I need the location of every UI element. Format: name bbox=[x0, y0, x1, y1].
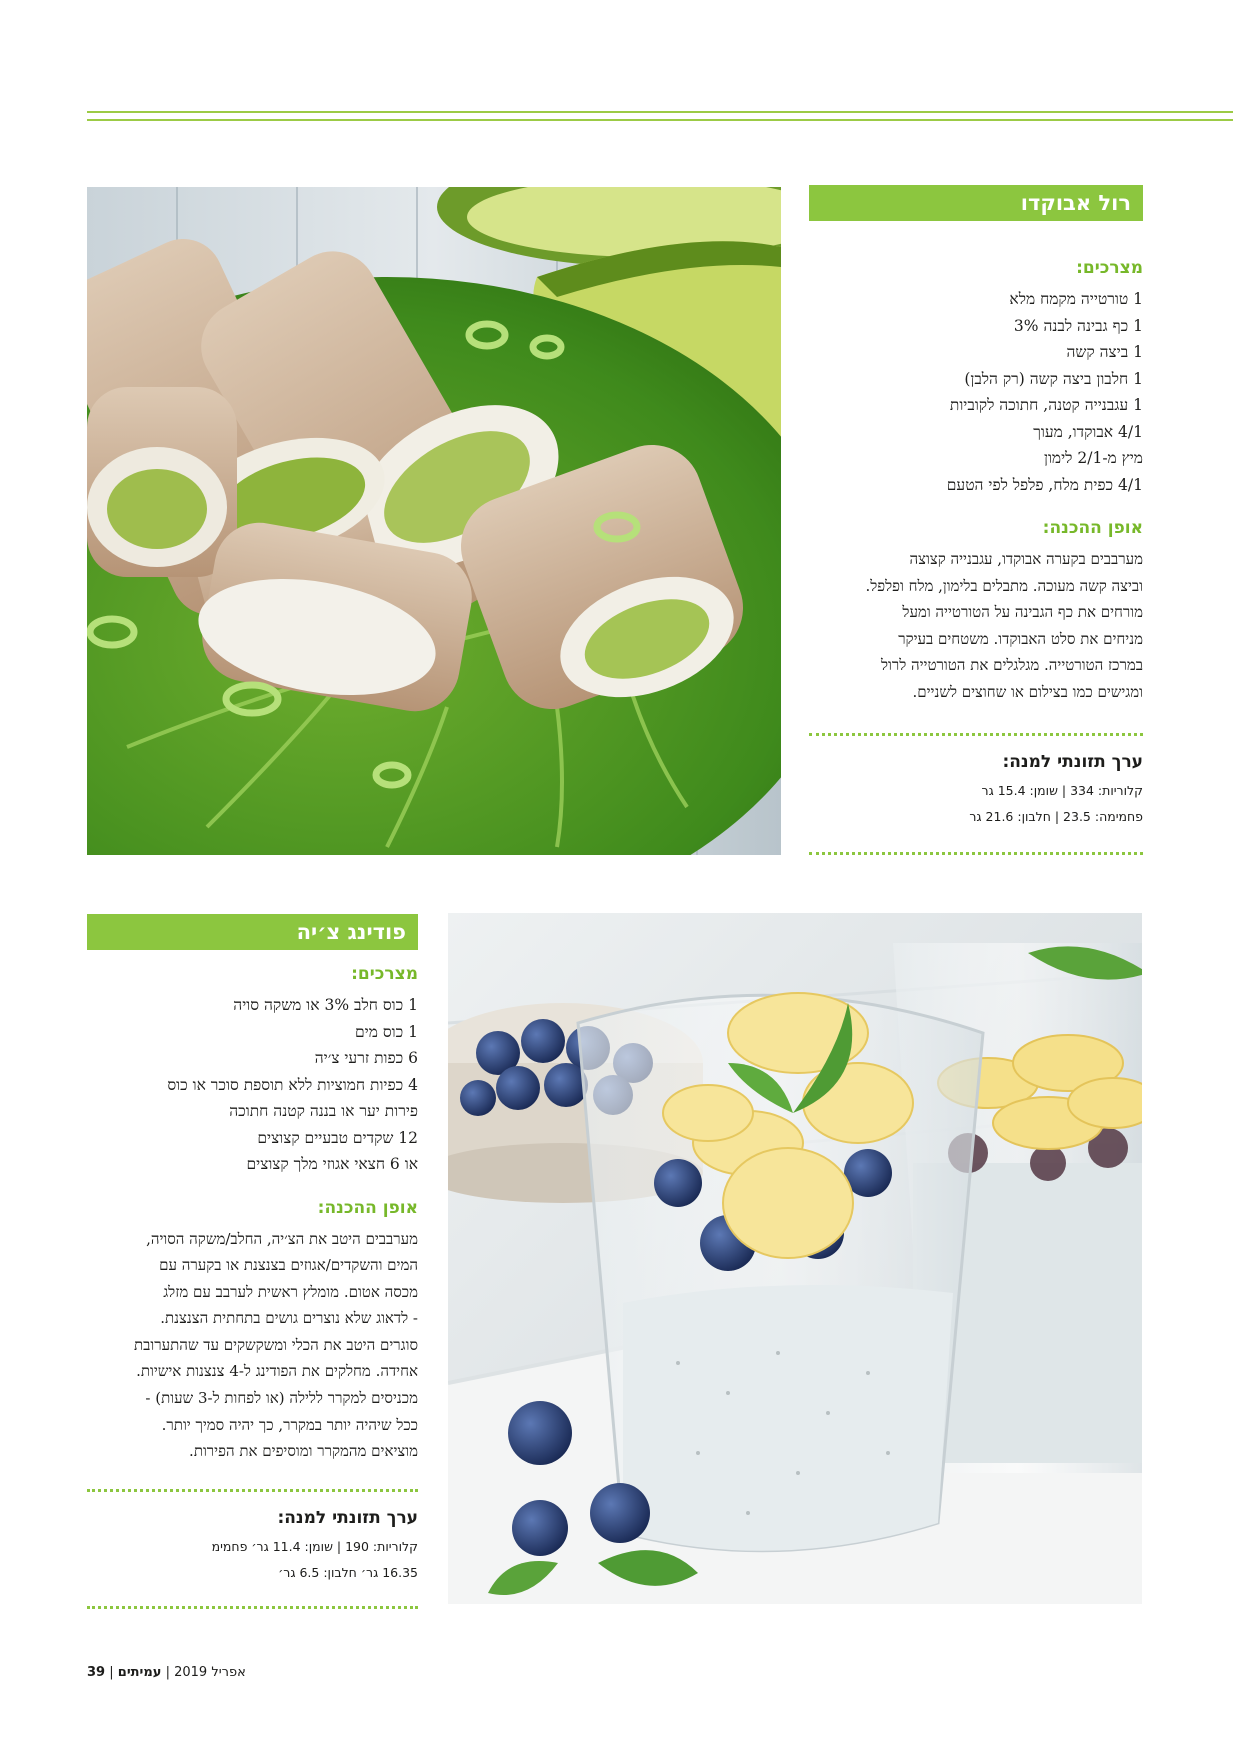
recipe2-method-heading: אופן ההכנה: bbox=[317, 1197, 418, 1218]
method-line: מניחים את סלט האבוקדו. משטחים בעיקר bbox=[898, 629, 1143, 648]
recipe1-nutrition bbox=[809, 750, 1143, 830]
method-line: וביצה קשה מעוכה. מתבלים בלימון, מלח ופלפל. bbox=[865, 576, 1143, 595]
footer-separator: | bbox=[165, 1665, 170, 1680]
ingredient-item: או 6 חצאי אגוזי מלך קצוצים bbox=[246, 1155, 418, 1173]
ingredient-item: 4/1 כפית מלח, פלפל לפי הטעם bbox=[946, 475, 1143, 494]
recipe1-divider-top bbox=[809, 733, 1143, 736]
ingredient-item: 1 טורטייה מקמח מלא bbox=[1009, 290, 1143, 308]
recipe2-text-column bbox=[87, 962, 418, 1465]
recipe2-divider-bottom bbox=[87, 1606, 418, 1609]
recipe2-divider-top bbox=[87, 1489, 418, 1492]
ingredient-item: 1 כף גבינה לבנה 3% bbox=[1013, 316, 1143, 335]
method-line: ככל שיהיה יותר במקרר, כך יהיה סמיך יותר. bbox=[161, 1415, 418, 1434]
method-line: סוגרים היטב את הכלי ומשקשקים עד שהתערובת bbox=[134, 1335, 418, 1354]
chia-pudding-photo bbox=[448, 913, 1142, 1604]
nutrition-line: קלוריות: 334 | שומן: 15.4 גר bbox=[981, 783, 1143, 798]
method-line: מכסה אטום. מומלץ ראשית לערבב עם מזלג bbox=[163, 1282, 418, 1301]
recipe1-ingredients-heading: מצרכים: bbox=[1076, 258, 1143, 278]
method-line: מורחים את כף הגבינה על הטורטייה ומעל bbox=[902, 603, 1143, 622]
page-number: 39 bbox=[87, 1665, 106, 1680]
method-line: מוציאים מהמקרר ומוסיפים את הפירות. bbox=[189, 1442, 418, 1461]
page-footer bbox=[87, 1665, 246, 1680]
method-line: במרכז הטורטייה. מגלגלים את הטורטייה לרול bbox=[880, 656, 1143, 675]
nutrition-line: קלוריות: 190 | שומן: 11.4 גר׳ פחמימ bbox=[211, 1539, 418, 1554]
recipe1-text-column bbox=[809, 256, 1143, 706]
publication-name: עמיתים bbox=[117, 1665, 162, 1680]
avocado-roll-photo bbox=[87, 187, 781, 855]
ingredient-item: 1 כוס חלב 3% או משקה סויה bbox=[233, 996, 418, 1014]
method-line: - לדאוג שלא נוצרים גושים בתחתית הצנצנת. bbox=[160, 1309, 418, 1328]
ingredient-item: 1 ביצה קשה bbox=[1066, 343, 1143, 361]
ingredient-item: מיץ מ-2/1 לימון bbox=[1044, 449, 1143, 467]
ingredient-item: 12 שקדים טבעיים קצוצים bbox=[257, 1128, 418, 1147]
recipe1-divider-bottom bbox=[809, 852, 1143, 855]
method-line: מערבבים היטב את הצ׳יה, החלב/משקה הסויה, bbox=[146, 1229, 418, 1248]
ingredient-item: 6 כפות זרעי צ׳יה bbox=[314, 1049, 418, 1067]
ingredient-item: 4 כפיות חמוציות ללא תוספת סוכר או כוס bbox=[167, 1075, 418, 1094]
recipe2-ingredients-heading: מצרכים: bbox=[351, 964, 418, 984]
recipe-title-chia-pudding: פודינג צ׳יה bbox=[87, 914, 418, 950]
method-line: מכניסים למקרר ללילה (או לפחות ל-3 שעות) - bbox=[145, 1389, 418, 1408]
nutrition-line: 16.35 גר׳ חלבון: 6.5 גר׳ bbox=[278, 1565, 418, 1580]
nutrition-line: פחמימה: 23.5 | חלבון: 21.6 גר bbox=[969, 809, 1143, 824]
ingredient-item: פירות יער או בננה קטנה חתוכה bbox=[229, 1102, 418, 1120]
footer-separator: | bbox=[109, 1665, 114, 1680]
ingredient-item: 1 עגבנייה קטנה, חתוכה לקוביות bbox=[949, 396, 1143, 414]
ingredient-item: 1 כוס מים bbox=[354, 1022, 418, 1041]
method-line: מערבבים בקערה אבוקדו, עגבנייה קצוצה bbox=[909, 550, 1143, 568]
ingredient-item: 4/1 אבוקדו, מעוך bbox=[1033, 422, 1143, 441]
issue-date: אפריל 2019 bbox=[174, 1665, 246, 1680]
nutrition-heading: ערך תזונתי למנה: bbox=[1002, 752, 1143, 772]
recipe1-method-heading: אופן ההכנה: bbox=[1042, 518, 1143, 538]
method-line: המים והשקדים/אגוזים בצנצנת או בקערה עם bbox=[159, 1256, 418, 1275]
recipe2-ingredients-list bbox=[87, 992, 418, 1178]
header-rule-bottom bbox=[87, 119, 1233, 121]
nutrition-heading: ערך תזונתי למנה: bbox=[277, 1508, 418, 1528]
header-rule-top bbox=[87, 111, 1233, 113]
recipe1-ingredients-list bbox=[809, 286, 1143, 498]
ingredient-item: 1 חלבון ביצה קשה (רק הלבן) bbox=[964, 369, 1143, 388]
method-line: אחידה. מחלקים את הפודינג ל-4 צנצנות אישיות. bbox=[136, 1362, 418, 1381]
recipe-title-avocado-roll: רול אבוקדו bbox=[809, 185, 1143, 221]
recipe2-nutrition bbox=[87, 1506, 418, 1586]
method-line: ומגישים כמו בצילום או שחוצים לשניים. bbox=[912, 682, 1143, 701]
